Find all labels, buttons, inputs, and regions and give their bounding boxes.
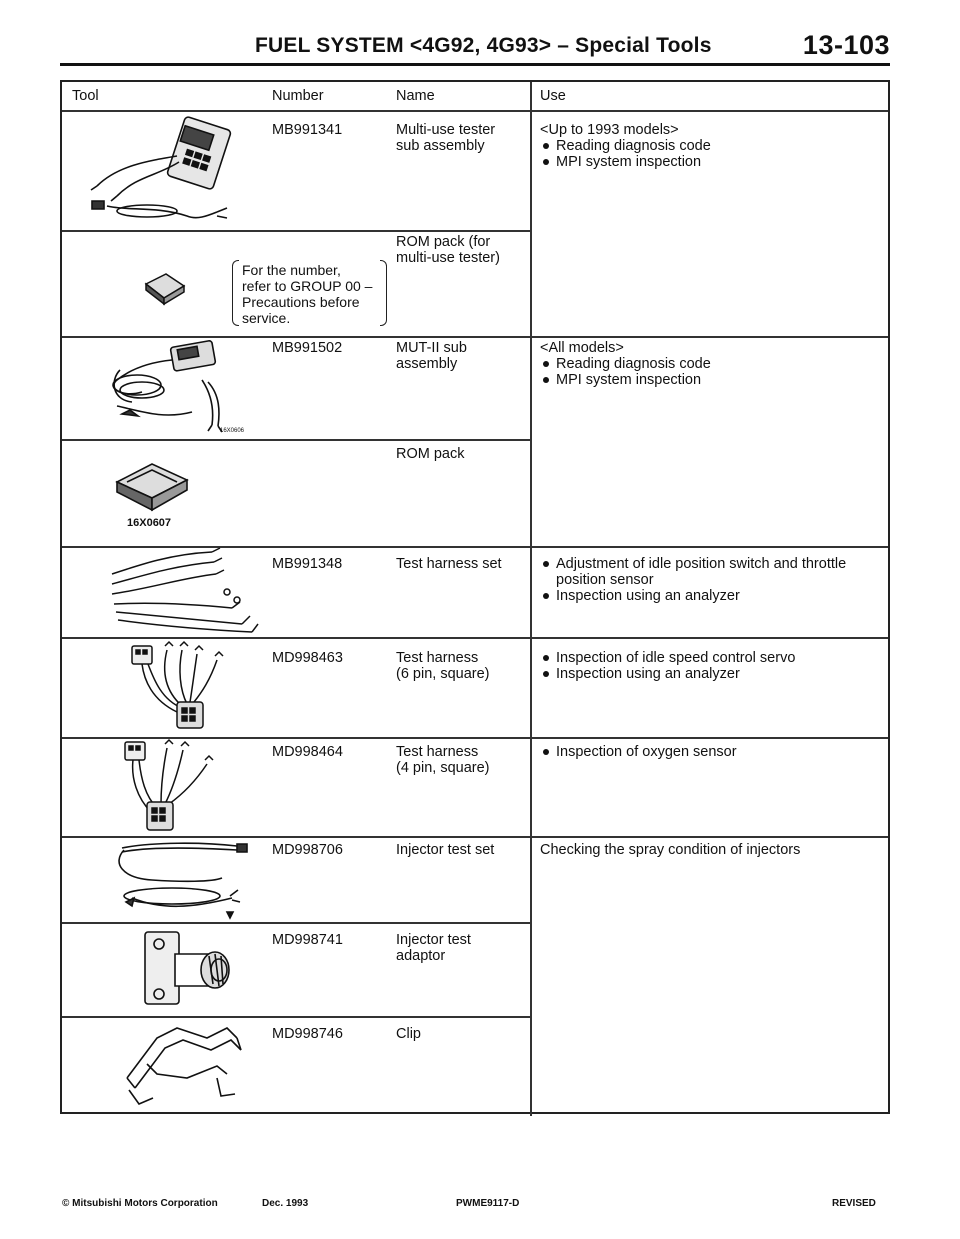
tool-name xyxy=(396,744,490,776)
note-line: service. xyxy=(242,310,291,326)
column-header-tool: Tool xyxy=(72,88,99,104)
multi-use-tester-illustration xyxy=(87,116,237,224)
injector-test-set-illustration xyxy=(112,838,252,922)
note-line: refer to GROUP 00 – xyxy=(242,278,373,294)
tool-name: ROM pack xyxy=(396,446,465,462)
use-bullet: Inspection of oxygen sensor xyxy=(540,744,880,760)
note-line: Precautions before xyxy=(242,294,360,310)
rom-pack-illustration xyxy=(142,272,188,306)
tool-number: MD998706 xyxy=(272,842,343,858)
tool-name xyxy=(396,340,467,372)
note-brace-right xyxy=(380,260,387,326)
tool-name xyxy=(396,932,471,964)
use-bullet: Adjustment of idle position switch and throttle position sensor xyxy=(540,556,880,588)
tool-name: Clip xyxy=(396,1026,421,1042)
tool-name: Test harness set xyxy=(396,556,502,572)
use-entry xyxy=(540,340,880,388)
column-header-use: Use xyxy=(540,88,566,104)
use-entry xyxy=(540,556,880,604)
row-divider xyxy=(62,439,531,441)
footer-date: Dec. 1993 xyxy=(262,1198,309,1209)
use-entry xyxy=(540,744,880,760)
use-entry xyxy=(540,122,880,170)
use-bullet: Reading diagnosis code xyxy=(540,138,880,154)
footer-status: REVISED xyxy=(832,1198,876,1209)
tool-number: MD998741 xyxy=(272,932,343,948)
tool-name-line: sub assembly xyxy=(396,138,485,154)
tool-name-line: Multi-use tester xyxy=(396,122,496,138)
tool-name xyxy=(396,234,500,266)
use-bullet: MPI system inspection xyxy=(540,372,880,388)
row-divider xyxy=(62,922,531,924)
tool-name-line: Test harness xyxy=(396,744,479,760)
tool-number: MB991348 xyxy=(272,556,343,572)
note-brace-left xyxy=(232,260,239,326)
tool-name-line: multi-use tester) xyxy=(396,250,500,266)
row-divider xyxy=(62,637,888,639)
footer-copyright: © Mitsubishi Motors Corporation xyxy=(62,1198,218,1209)
tool-number: MD998746 xyxy=(272,1026,343,1042)
mut-ii-illustration xyxy=(102,340,252,434)
rom-pack-illustration xyxy=(107,452,197,532)
special-tools-table xyxy=(60,80,890,1114)
test-harness-6pin-illustration xyxy=(122,640,252,734)
tool-name-line: adaptor xyxy=(396,948,446,964)
column-header-name: Name xyxy=(396,88,435,104)
number-note xyxy=(242,262,372,326)
tool-name-line: Injector test xyxy=(396,932,471,948)
tool-number: MB991502 xyxy=(272,340,343,356)
page-title: FUEL SYSTEM <4G92, 4G93> – Special Tools xyxy=(255,34,712,57)
tool-number: MD998463 xyxy=(272,650,343,666)
use-heading: <Up to 1993 models> xyxy=(540,122,679,138)
injector-test-adaptor-illustration xyxy=(137,924,247,1014)
tool-name-line: MUT-II sub xyxy=(396,340,467,356)
use-column-divider xyxy=(530,82,532,1116)
test-harness-set-illustration xyxy=(102,544,262,634)
page-header xyxy=(60,30,890,64)
use-bullet: Inspection of idle speed control servo xyxy=(540,650,880,666)
tool-name: Injector test set xyxy=(396,842,495,858)
tool-number: MD998464 xyxy=(272,744,343,760)
row-divider xyxy=(62,336,888,338)
header-rule xyxy=(60,63,890,66)
tool-name-line: ROM pack (for xyxy=(396,234,491,250)
page-number: 13-103 xyxy=(802,30,890,60)
use-entry xyxy=(540,650,880,682)
tool-name xyxy=(396,122,495,154)
tool-name xyxy=(396,650,490,682)
image-code-label: 16X0606 xyxy=(220,428,245,434)
header-divider xyxy=(62,110,888,112)
use-bullet: Reading diagnosis code xyxy=(540,356,880,372)
use-heading: <All models> xyxy=(540,340,624,356)
tool-number: MB991341 xyxy=(272,122,343,138)
tool-name-line: Test harness xyxy=(396,650,479,666)
row-divider xyxy=(62,230,531,232)
tool-name-line: (6 pin, square) xyxy=(396,666,490,682)
column-header-number: Number xyxy=(272,88,324,104)
use-bullet: Inspection using an analyzer xyxy=(540,588,880,604)
note-line: For the number, xyxy=(242,262,341,278)
clip-illustration xyxy=(117,1018,247,1108)
image-code-label: 16X0607 xyxy=(127,517,172,529)
use-heading: Checking the spray condition of injectors xyxy=(540,842,801,858)
use-entry xyxy=(540,842,880,858)
use-bullet: Inspection using an analyzer xyxy=(540,666,880,682)
use-bullet: MPI system inspection xyxy=(540,154,880,170)
test-harness-4pin-illustration xyxy=(117,738,237,834)
tool-name-line: (4 pin, square) xyxy=(396,760,490,776)
tool-name-line: assembly xyxy=(396,356,458,372)
footer-doc-code: PWME9117-D xyxy=(456,1198,520,1209)
